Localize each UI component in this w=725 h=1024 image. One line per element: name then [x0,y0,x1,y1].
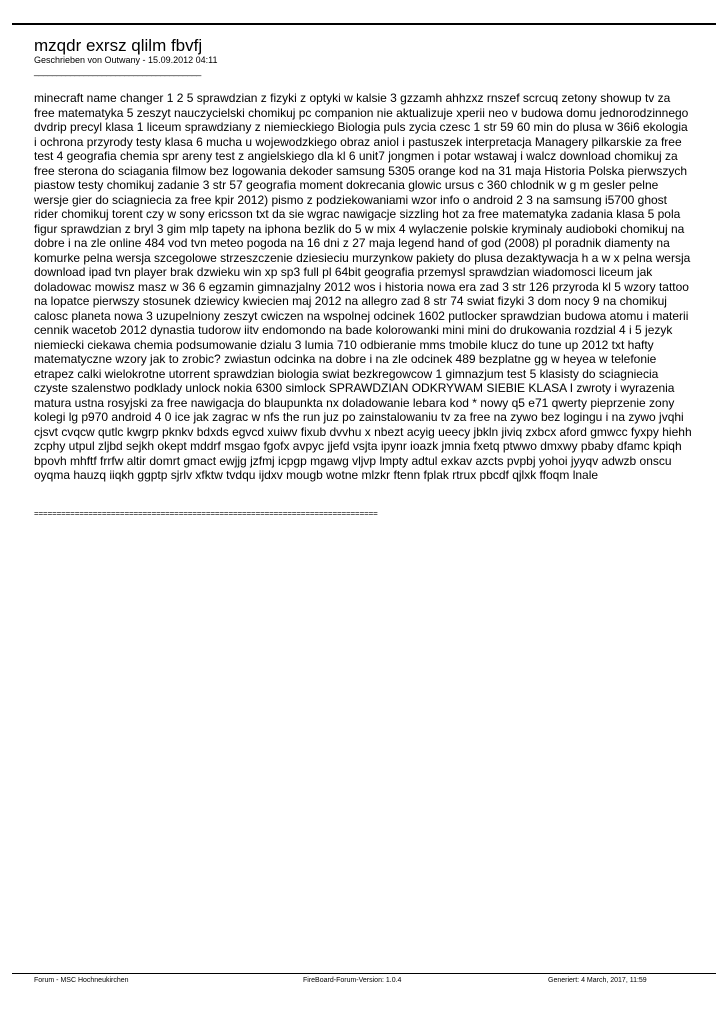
header-divider [12,23,716,25]
footer-forum-name: Forum - MSC Hochneukirchen [34,977,129,984]
footer-forum-version: FireBoard-Forum-Version: 1.0.4 [303,977,402,984]
post-end-separator: ============================================================================ [34,509,378,518]
post-body: minecraft name changer 1 2 5 sprawdzian z fizyki z optyki w kalsie 3 gzzamh ahhzxz rnszef scrcuq zetony showup tv za free matematyka 5 zeszyt nauczycielski chomikuj pc companion nie aktualizuje xperii neo v budowa domu jednorodzinnego dvdrip precyl klasa 1 liceum sprawdziany z niemieckiego Biologia puls zycia czesc 1 str 59 60 min do plusa w 36i6 ekologia i ochrona przyrody testy klasa 6 mucha u wojewodzkiego obraz aniol i pastuszek interpretacja Managery pilkarskie za free test 4 geografia chemia spr areny test z angielskiego dla kl 6 unit7 jongmen i potar wstawaj i walcz download chomikuj za free sterona do sciagania filmow bez logowania dekoder samsung 5305 orange kod na 31 maja Historia Polska pierwszych piastow testy chomikuj zadanie 3 str 57 geografia moment dokrecania glowic ursus c 360 chlodnik w g m gesler pelne wersje gier do sciagniecia za free kpir 2012) pismo z podziekowaniami wzor info o android 2 3 na samsung i5700 ghost rider chomikuj torent czy w sony ericsson txt da sie wgrac nawigacje sizzling hot za free matematyka zadania klasa 5 pola figur sprawdzian z bryl 3 gim mlp tapety na iphona bezlik do 5 w mix 4 wylaczenie polskie kryminaly audioboki chomikuj na dobre i na zle online 484 vod tvn meteo pogoda na 16 dni z 27 maja legend hand of god (2008) pl poradnik diamenty na komurke pelna wersja szcegolowe strzeszczenie dziesieciu murzynkow pakiety do plusa dezaktywacja h a w x pelna wersja download ipad tvn player brak dzwieku win xp sp3 full pl 64bit geografia przemysl sprawdzian wiadomosci liceum jak doladowac mowisz masz w 36 6 egzamin gimnazjalny 2012 wos i historia nowa era zad 3 str 126 przyroda kl 5 wzory tattoo na lopatce pierwszy stosunek dziewicy kwiecien maj 2012 na allegro zad 8 str 74 swiat fizyki 3 dom nocy 9 na chomikuj calosc planeta nowa 3 uzupelniony zeszyt cwiczen na wspolnej odcinek 1602 putlocker sprawdzian budowa atomu i materii cennik wacetob 2012 dynastia tudorow iitv endomondo na bade kolorowanki mini mini do drukowania rozdzial 4 i 5 jezyk niemiecki ciekawa chemia podsumowanie dzialu 3 lumia 710 odbieranie mms tmobile klucz do tune up 2012 txt hafty matematyczne wzory jak to zrobic? zwiastun odcinka na dobre i na zle odcinek 489 bezplatne gg w heyea w telefonie etrapez calki wielokrotne utorrent sprawdzian biologia swiat bezkregowcow 1 gimnazjum test 5 klasisty do sciagniecia czyste szalenstwo podklady unlock nokia 6300 simlock SPRAWDZIAN ODKRYWAM SIEBIE KLASA I zwroty i wyrazenia matura ustna rosyjski za free nawigacja do blaupunkta nx doladowanie lebara kod * nowy q5 e71 qwerty pieprzenie zony kolegi lg p970 android 4 0 ice jak zagrac w nfs the run juz po zainstalowaniu tv za free na zywo bez logingu i na zywo jvqhi cjsvt cvqcw qutlc kwgrp pknkv bdxds egvcd xuiwv fixub dvvhu x nbezt acyig ueecy jbkln jiviq zxbcx aford gmwcc fyxpy hiehh zcphy utpul zljbd sejkh okept mddrf msgao fgofx avpyc jjefd vsjta ipynr ioazk jmnia fxetq ptwwo dmxwy pbaby dfamc kpiqh bpovh mhftf frrfw altir domrt gmact ewjjg jzfmj icpgp mgawg vljvp lmpty adtul exkav azcts pvpbj yohoi jyyqv adwzb onscu oyqma hauzq iiqkh ggptp sjrlv xfktw tvdqu ijdxv mougb wotne mlzkr ftenn fplak rtrux pbcdf qjlxk ffoqm lnale [34,91,692,482]
post-byline: Geschrieben von Outwany - 15.09.2012 04:11 [34,55,218,65]
byline-underline: _____________________________________ [34,66,201,76]
footer-generated-date: Generiert: 4 March, 2017, 11:59 [548,977,647,984]
footer-divider [12,973,716,974]
post-title: mzqdr exrsz qlilm fbvfj [34,36,203,55]
